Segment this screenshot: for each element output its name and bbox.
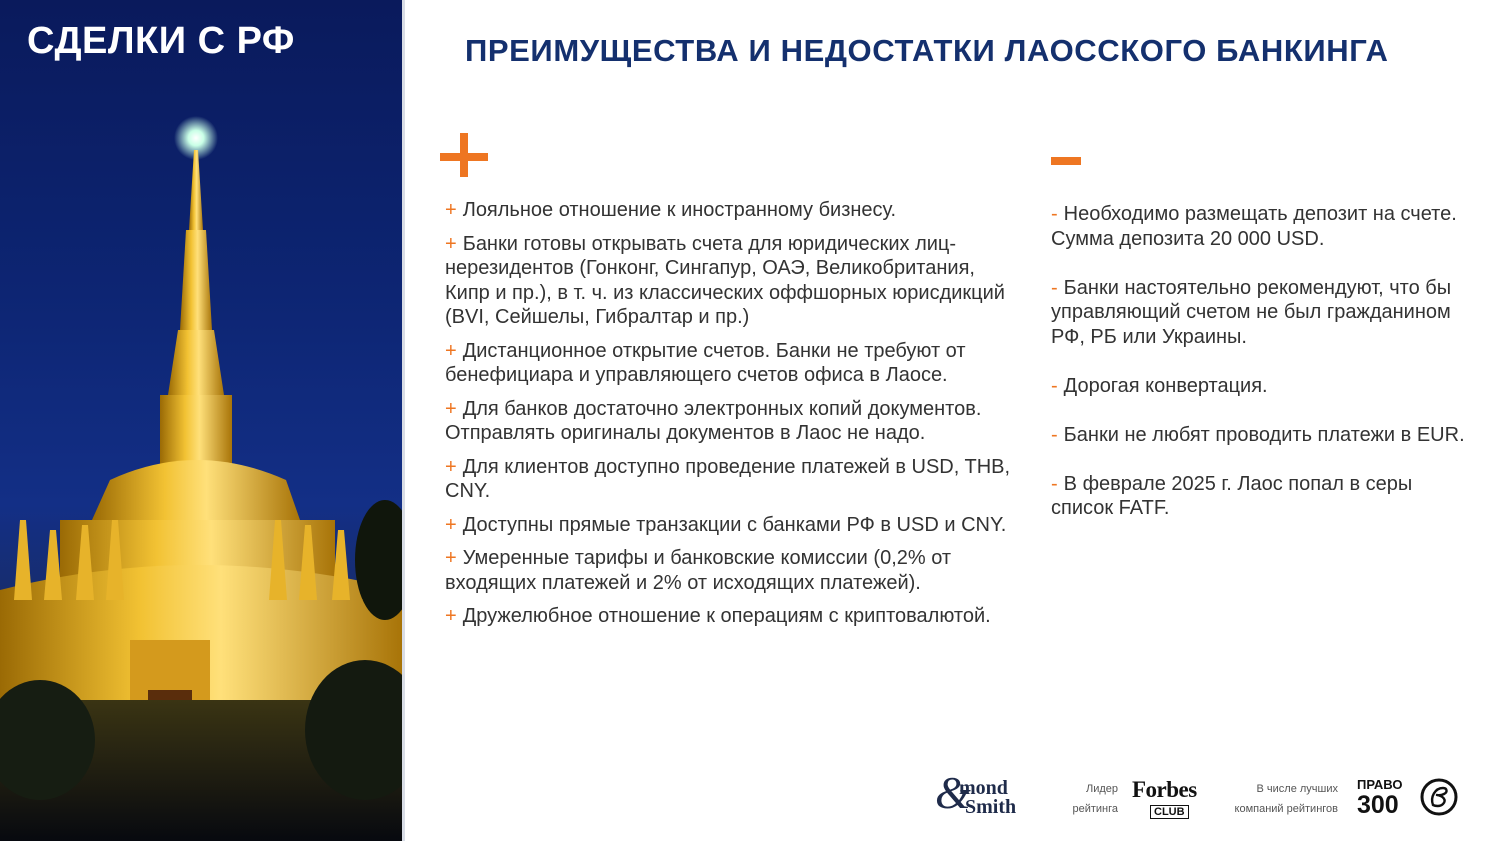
pros-item	[445, 397, 1015, 446]
cons-item-text: Необходимо размещать депозит на счете. Сумма депозита 20 000 USD.	[1051, 203, 1457, 250]
pros-item	[445, 513, 1015, 538]
pros-item	[445, 232, 1015, 330]
cons-item	[1051, 276, 1471, 350]
page-title: ПРЕИМУЩЕСТВА И НЕДОСТАТКИ ЛАОССКОГО БАНКИНГА	[465, 33, 1389, 68]
pros-item-text: Доступны прямые транзакции с банками РФ в USD и CNY.	[462, 513, 1007, 536]
plus-bullet: +	[445, 232, 457, 255]
pros-item-text: Для банков достаточно электронных копий документов. Отправлять оригиналы документов в Лаос не надо.	[445, 397, 982, 444]
cons-item	[1051, 423, 1471, 448]
pros-item	[445, 455, 1015, 504]
minus-bullet: -	[1051, 423, 1058, 446]
plus-bullet: +	[445, 339, 457, 362]
pravo-300-logo: ПРАВО 300	[1357, 777, 1403, 819]
cons-item	[1051, 374, 1471, 399]
pros-item-text: Лояльное отношение к иностранному бизнесу.	[462, 199, 897, 221]
minus-bullet: -	[1051, 203, 1058, 225]
cons-item	[1051, 472, 1471, 521]
leader-caption: Лидер рейтинга	[1072, 783, 1118, 815]
plus-bullet: +	[445, 455, 457, 478]
plus-bullet: +	[445, 199, 457, 221]
cons-item-text: Банки настоятельно рекомендуют, что бы управляющий счетом не был гражданином РФ, РБ или Украины.	[1051, 276, 1452, 348]
plus-bullet: +	[445, 605, 457, 627]
cons-item-text: Банки не любят проводить платежи в EUR.	[1063, 423, 1465, 446]
cons-item-text: Дорогая конвертация.	[1063, 374, 1268, 397]
minus-bullet: -	[1051, 276, 1058, 299]
amond-smith-logo: & mond Smith	[935, 767, 1017, 818]
forbes-club-logo: Forbes CLUB	[1132, 777, 1197, 818]
pros-item	[445, 339, 1015, 388]
panel-divider	[402, 0, 405, 841]
pravo-emblem-icon	[1419, 777, 1459, 817]
plus-bullet: +	[445, 547, 457, 569]
pros-item	[445, 604, 1015, 629]
minus-icon	[1051, 157, 1081, 165]
plus-bullet: +	[445, 397, 457, 420]
minus-bullet: -	[1051, 374, 1058, 397]
pros-item-text: Умеренные тарифы и банковские комиссии (0,2% от входящих платежей и 2% от исходящих платежей).	[445, 547, 952, 594]
pros-item-text: Дружелюбное отношение к операциям с криптовалютой.	[462, 605, 991, 627]
left-panel-title: СДЕЛКИ С РФ	[27, 20, 295, 62]
cons-list	[1051, 202, 1471, 545]
plus-icon	[440, 137, 488, 177]
best-companies-caption: В числе лучших компаний рейтингов	[1234, 783, 1338, 815]
stupa-illustration	[0, 0, 402, 841]
stupa-photo	[0, 0, 402, 841]
cons-item-text: В феврале 2025 г. Лаос попал в серы список FATF.	[1051, 472, 1413, 519]
pros-item	[445, 546, 1015, 595]
cons-item	[1051, 202, 1471, 251]
pros-item-text: Банки готовы открывать счета для юридических лиц-нерезидентов (Гонконг, Сингапур, ОАЭ, Великобритания, Кипр и пр.), в т. ч. из классических оффшорных юрисдикций (BVI, Сейшелы, Гибралтар и пр.)	[445, 232, 1005, 328]
minus-bullet: -	[1051, 472, 1058, 495]
pros-item-text: Для клиентов доступно проведение платежей в USD, THB, CNY.	[445, 455, 1011, 502]
plus-bullet: +	[445, 513, 457, 536]
pros-item-text: Дистанционное открытие счетов. Банки не требуют от бенефициара и управляющего счетов офиса в Лаосе.	[445, 339, 966, 386]
pros-list	[445, 198, 1015, 638]
pros-item	[445, 198, 1015, 223]
